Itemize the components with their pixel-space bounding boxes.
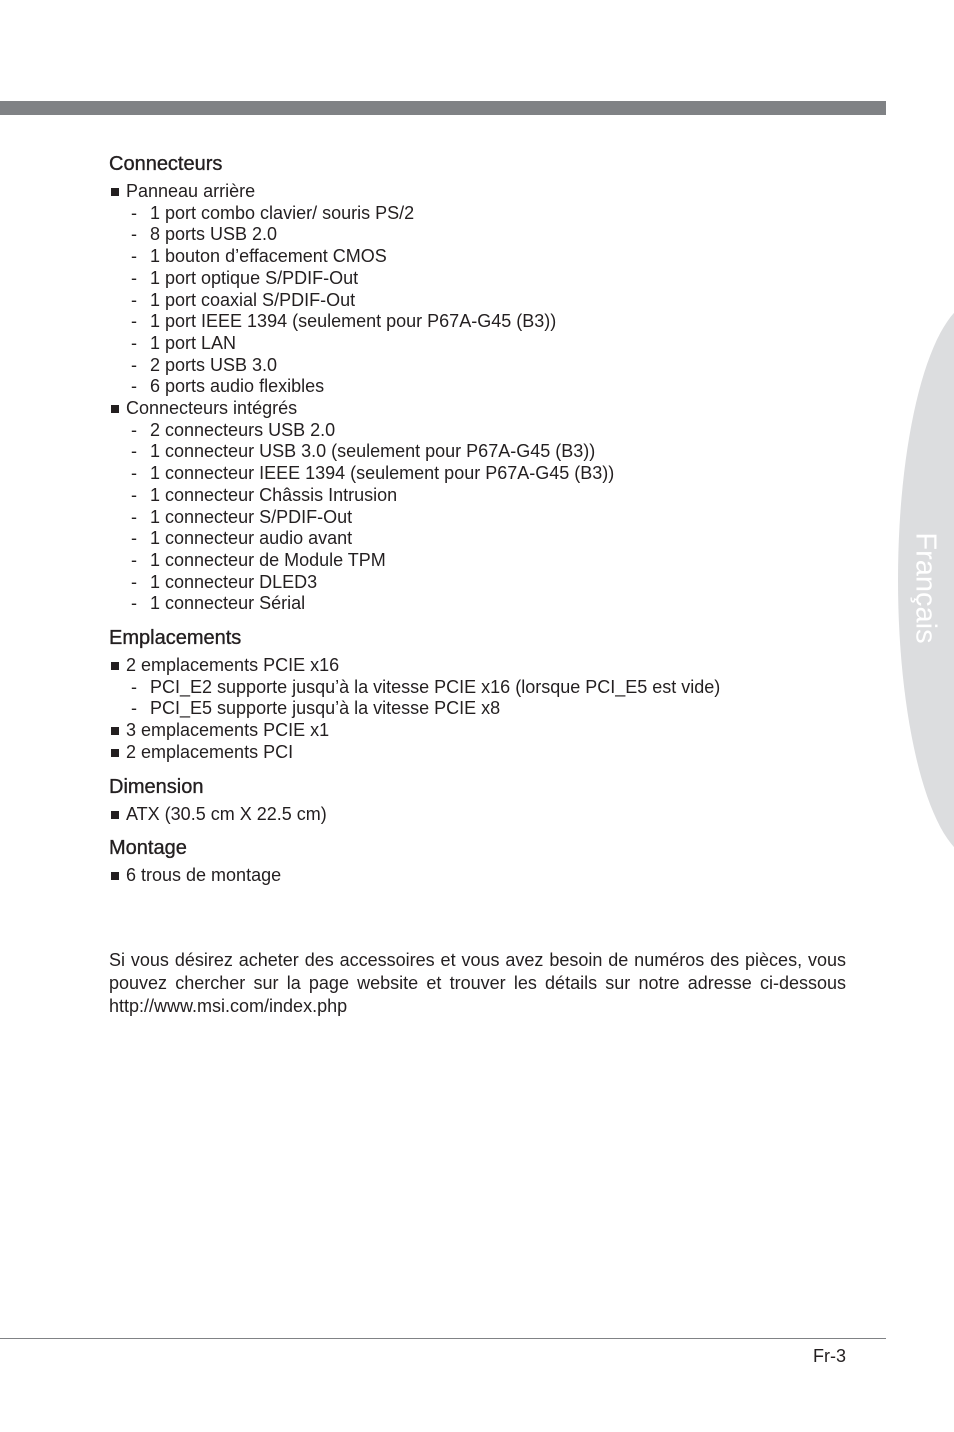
spec-section <box>109 625 847 764</box>
section-items <box>109 655 847 764</box>
bullet-item: 2 emplacements PCIE x16 <box>109 655 847 677</box>
sub-item: - 1 port combo clavier/ souris PS/2 <box>109 203 847 225</box>
spec-section <box>109 151 847 615</box>
sub-item: - 1 bouton d’effacement CMOS <box>109 246 847 268</box>
bullet-item: ATX (30.5 cm X 22.5 cm) <box>109 804 847 826</box>
sub-item: - 1 port IEEE 1394 (seulement pour P67A-G45 (B3)) <box>109 311 847 333</box>
page-number: Fr-3 <box>813 1346 846 1366</box>
sub-item: - 1 connecteur DLED3 <box>109 572 847 594</box>
section-items <box>109 181 847 615</box>
sub-item: - PCI_E2 supporte jusqu’à la vitesse PCIE x16 (lorsque PCI_E5 est vide) <box>109 677 847 699</box>
bullet-item: 6 trous de montage <box>109 865 847 887</box>
section-title: Emplacements <box>109 627 242 650</box>
spec-section <box>109 835 847 887</box>
sub-item: - PCI_E5 supporte jusqu’à la vitesse PCIE x8 <box>109 698 847 720</box>
bullet-item: 3 emplacements PCIE x1 <box>109 720 847 742</box>
sub-item: - 6 ports audio flexibles <box>109 376 847 398</box>
sub-item: - 1 connecteur Sérial <box>109 593 847 615</box>
sub-item: - 1 connecteur audio avant <box>109 528 847 550</box>
bullet-item: Panneau arrière <box>109 181 847 203</box>
language-tab-label: Français <box>909 532 942 644</box>
header-bar <box>0 101 886 115</box>
sub-item: - 1 connecteur USB 3.0 (seulement pour P67A-G45 (B3)) <box>109 441 847 463</box>
section-items <box>109 865 847 887</box>
section-items <box>109 804 847 826</box>
footer-rule <box>0 1338 886 1339</box>
bullet-item: 2 emplacements PCI <box>109 742 847 764</box>
sub-item: - 2 connecteurs USB 2.0 <box>109 420 847 442</box>
accessories-paragraph: Si vous désirez acheter des accessoires et vous avez besoin de numéros des pièces, vous pouvez chercher sur la page website et trouver les détails sur notre adresse ci-dessous http://www.msi.com/index.php <box>109 950 846 1016</box>
bullet-item: Connecteurs intégrés <box>109 398 847 420</box>
sub-item: - 1 connecteur de Module TPM <box>109 550 847 572</box>
section-title: Connecteurs <box>109 153 223 175</box>
sub-item: - 1 port optique S/PDIF-Out <box>109 268 847 290</box>
spec-section <box>109 774 847 826</box>
sub-item: - 1 connecteur Châssis Intrusion <box>109 485 847 507</box>
sub-item: - 8 ports USB 2.0 <box>109 224 847 246</box>
sub-item: - 1 connecteur IEEE 1394 (seulement pour P67A-G45 (B3)) <box>109 463 847 485</box>
sub-item: - 1 port LAN <box>109 333 847 355</box>
sub-item: - 1 connecteur S/PDIF-Out <box>109 507 847 529</box>
spec-content <box>109 151 847 897</box>
sub-item: - 2 ports USB 3.0 <box>109 355 847 377</box>
section-title: Dimension <box>109 775 204 798</box>
section-title: Montage <box>109 837 187 860</box>
sub-item: - 1 port coaxial S/PDIF-Out <box>109 290 847 312</box>
